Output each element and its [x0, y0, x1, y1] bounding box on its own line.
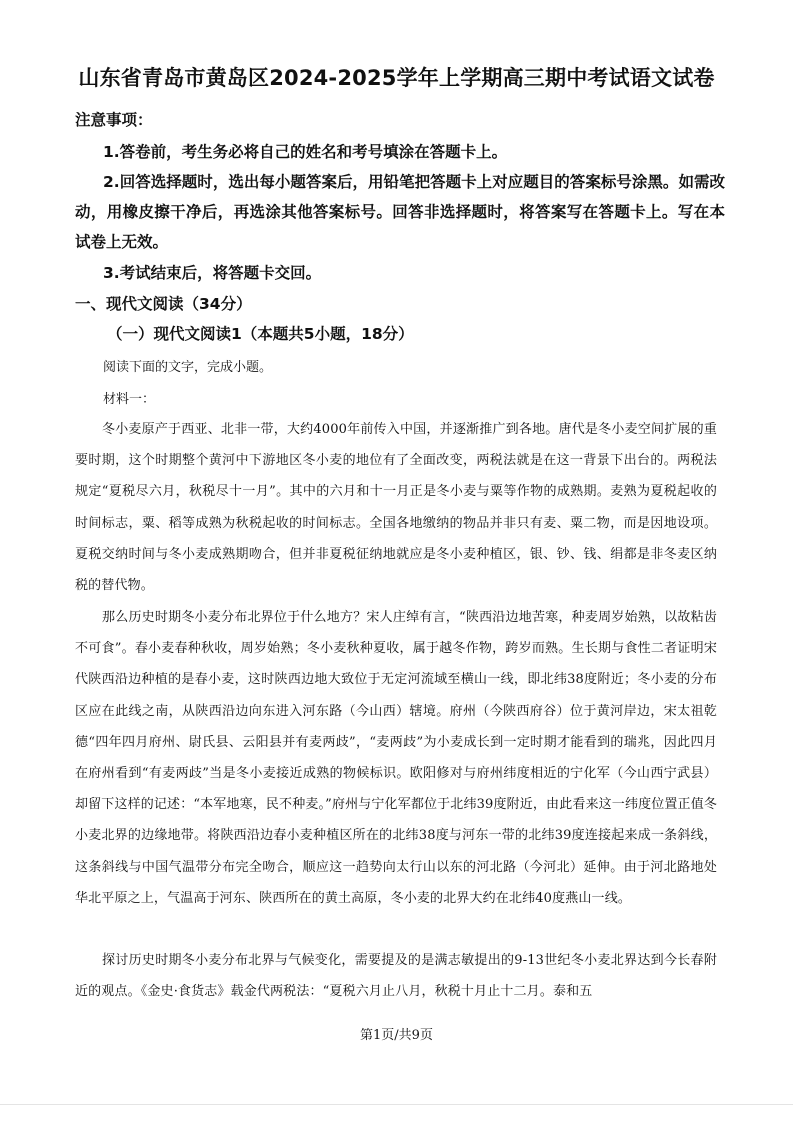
section-heading: 一、现代文阅读（34分） [75, 295, 252, 313]
paragraph-3: 探讨历史时期冬小麦分布北界与气候变化，需要提及的是满志敏提出的9-13世纪冬小麦北界达到今长春附近的观点。《金史·食货志》载金代两税法：“夏税六月止八月，秋税十月止十二月。泰和五 [75, 953, 717, 1000]
reading-instruction: 阅读下面的文字，完成小题。 [103, 360, 273, 375]
subsection-heading: （一）现代文阅读1（本题共5小题，18分） [107, 325, 414, 343]
exam-title: 山东省青岛市黄岛区2024-2025学年上学期高三期中考试语文试卷 [78, 66, 715, 90]
paragraph-2: 那么历史时期冬小麦分布北界位于什么地方？宋人庄绰有言，“陕西沿边地苦寒，种麦周岁始熟，以故粘齿不可食”。春小麦春种秋收，周岁始熟；冬小麦秋种夏收，属于越冬作物，跨岁而熟。生长期与食性二者证明宋代陕西沿边种植的是春小麦，这时陕西边地大致位于无定河流域至横山一线，即北纬38度附近；冬小麦的分布区应在此线之南，从陕西沿边向东进入河东路（今山西）辖境。府州（今陕西府谷）位于黄河岸边，宋太祖乾德“四年四月府州、尉氏县、云阳县并有麦两歧”，“麦两歧”为小麦成长到一定时期才能看到的瑞兆，因此四月在府州看到“有麦两歧”当是冬小麦接近成熟的物候标识。欧阳修对与府州纬度相近的宁化军（今山西宁武县）却留下这样的记述：“本军地寒，民不种麦。”府州与宁化军都位于北纬39度附近，由此看来这一纬度位置正值冬小麦北界的边缘地带。将陕西沿边春小麦种植区所在的北纬38度与河东一带的北纬39度连接起来成一条斜线，这条斜线与中国气温带分布完全吻合，顺应这一趋势向太行山以东的河北路（今河北）延伸。由于河北路地处华北平原之上，气温高于河东、陕西所在的黄土高原，冬小麦的北界大约在北纬40度燕山一线。 [75, 610, 717, 906]
paragraph-1: 冬小麦原产于西亚、北非一带，大约4000年前传入中国，并逐渐推广到各地。唐代是冬小麦空间扩展的重要时期，这个时期整个黄河中下游地区冬小麦的地位有了全面改变，两税法就是在这一背景下出台的。两税法规定“夏税尽六月，秋税尽十一月”。其中的六月和十一月正是冬小麦与粟等作物的成熟期。麦熟为夏税起收的时间标志，粟、稻等成熟为秋税起收的时间标志。全国各地缴纳的物品并非只有麦、粟二物，而是因地设项。夏税交纳时间与冬小麦成熟期吻合，但并非夏税征纳地就应是冬小麦种植区，银、钞、钱、绢都是非冬麦区纳税的替代物。 [75, 422, 717, 594]
notice-item-3: 3.考试结束后，将答题卡交回。 [103, 264, 322, 282]
page-number: 第1页/共9页 [360, 1028, 433, 1043]
notice-item-2: 2.回答选择题时，选出每小题答案后，用铅笔把答题卡上对应题目的答案标号涂黑。如需改动，用橡皮擦干净后，再选涂其他答案标号。回答非选择题时，将答案写在答题卡上。写在本试卷上无效。 [75, 173, 725, 251]
notice-item-1: 1.答卷前，考生务必将自己的姓名和考号填涂在答题卡上。 [103, 143, 508, 161]
notice-heading: 注意事项： [75, 111, 153, 129]
material-label: 材料一： [103, 392, 156, 407]
bottom-divider [0, 1104, 793, 1105]
